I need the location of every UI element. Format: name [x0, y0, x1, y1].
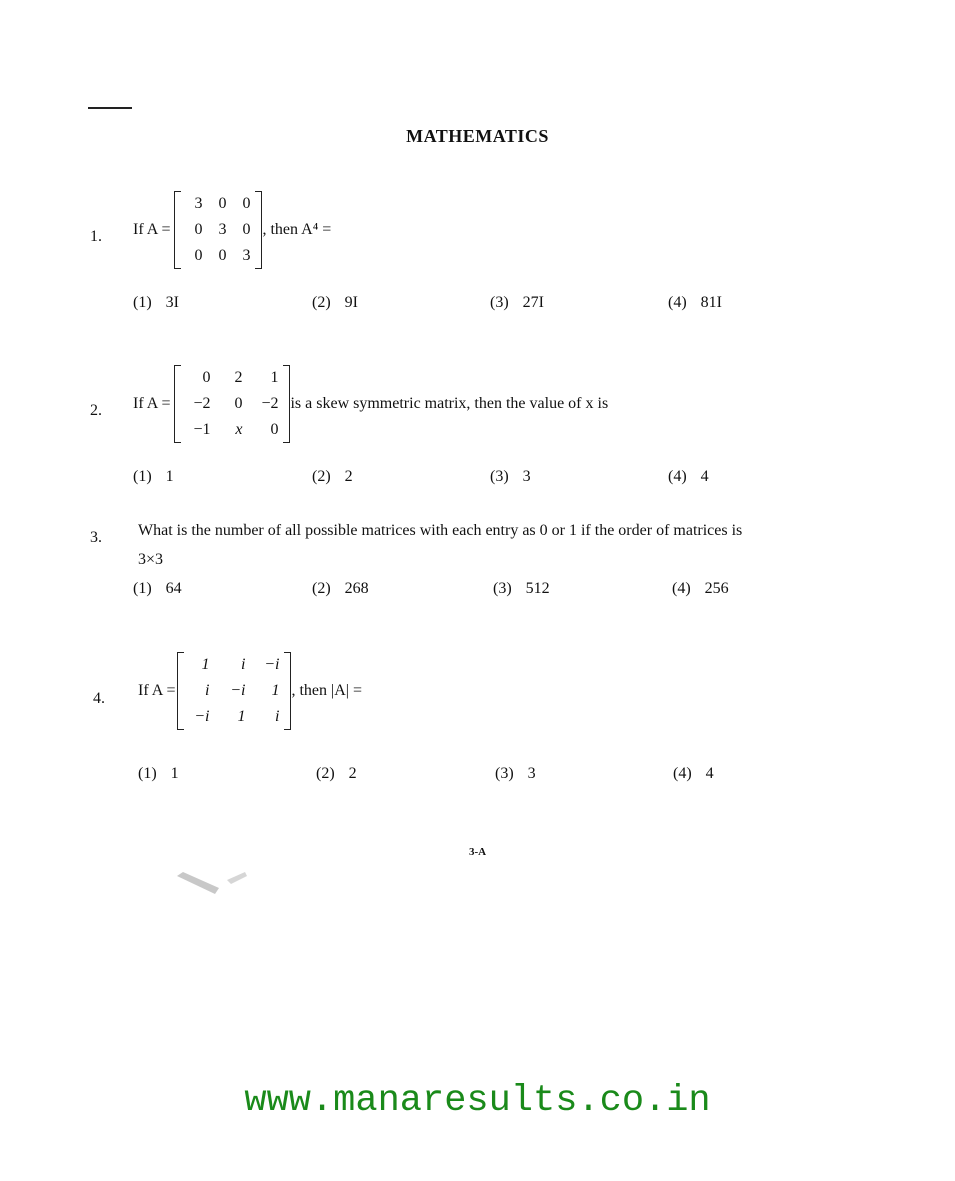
matrix-cell: −1 — [193, 421, 211, 438]
option-3: (3) 3 — [490, 468, 531, 485]
matrix-cell: i — [205, 682, 210, 699]
question-2-suffix: is a skew symmetric matrix, then the value of x is — [290, 395, 609, 412]
matrix-cell: −2 — [261, 395, 279, 412]
matrix-cell: 0 — [202, 369, 211, 386]
matrix-cell: −i — [194, 708, 210, 725]
option-1: (1) 3I — [133, 294, 179, 311]
matrix-cell: −2 — [193, 395, 211, 412]
matrix-cell: 0 — [234, 395, 243, 412]
matrix-cell: −i — [230, 682, 246, 699]
question-3-text: What is the number of all possible matrices with each entry as 0 or 1 if the order of matrices is — [138, 522, 743, 539]
option-2: (2) 2 — [316, 765, 357, 782]
matrix-cell: 3 — [242, 247, 251, 264]
question-2-expression — [133, 365, 608, 443]
matrix-cell: 0 — [194, 247, 203, 264]
question-3-options — [0, 580, 955, 604]
matrix-cell: 0 — [270, 421, 279, 438]
matrix-cell: 0 — [242, 195, 251, 212]
question-2-matrix — [174, 365, 290, 443]
question-3-number: 3. — [90, 529, 102, 546]
option-3: (3) 27I — [490, 294, 544, 311]
option-4: (4) 4 — [673, 765, 714, 782]
matrix-cell: 0 — [218, 195, 227, 212]
matrix-cell: i — [275, 708, 280, 725]
question-2-number: 2. — [90, 402, 102, 419]
option-2: (2) 268 — [312, 580, 369, 597]
matrix-cell: 0 — [242, 221, 251, 238]
matrix-cell: 1 — [237, 708, 246, 725]
question-4-matrix — [177, 652, 291, 730]
option-4: (4) 256 — [672, 580, 729, 597]
option-2: (2) 9I — [312, 294, 358, 311]
watermark-mark — [175, 868, 255, 896]
matrix-cell: 2 — [234, 369, 243, 386]
option-1: (1) 64 — [133, 580, 182, 597]
matrix-cell: 3 — [218, 221, 227, 238]
top-rule — [88, 107, 132, 109]
question-4-expression — [138, 652, 362, 730]
option-4: (4) 4 — [668, 468, 709, 485]
question-1-expression — [133, 191, 331, 269]
matrix-cell: x — [235, 421, 243, 438]
question-4-prefix: If A = — [138, 682, 176, 699]
website-link[interactable]: www.manaresults.co.in — [244, 1080, 711, 1122]
option-4: (4) 81I — [668, 294, 722, 311]
option-1: (1) 1 — [138, 765, 179, 782]
option-1: (1) 1 — [133, 468, 174, 485]
option-3: (3) 512 — [493, 580, 550, 597]
question-2-options — [0, 468, 955, 492]
question-1-options — [0, 294, 955, 318]
matrix-cell: 1 — [201, 656, 210, 673]
matrix-cell: 0 — [218, 247, 227, 264]
question-2-prefix: If A = — [133, 395, 171, 412]
question-1-matrix — [174, 191, 262, 269]
question-4-suffix: , then |A| = — [291, 682, 362, 699]
matrix-cell: 3 — [194, 195, 203, 212]
page-code: 3-A — [468, 846, 487, 858]
question-4-options — [0, 765, 955, 789]
matrix-cell: −i — [264, 656, 280, 673]
matrix-cell: i — [241, 656, 246, 673]
question-1-suffix: , then A⁴ = — [262, 221, 332, 238]
question-1-number: 1. — [90, 228, 102, 245]
question-1-prefix: If A = — [133, 221, 171, 238]
option-2: (2) 2 — [312, 468, 353, 485]
question-4-number: 4. — [93, 690, 105, 707]
question-3-text-continued: 3×3 — [138, 551, 164, 568]
matrix-cell: 1 — [270, 369, 279, 386]
matrix-cell: 1 — [271, 682, 280, 699]
option-3: (3) 3 — [495, 765, 536, 782]
page-title: MATHEMATICS — [406, 126, 549, 146]
matrix-cell: 0 — [194, 221, 203, 238]
